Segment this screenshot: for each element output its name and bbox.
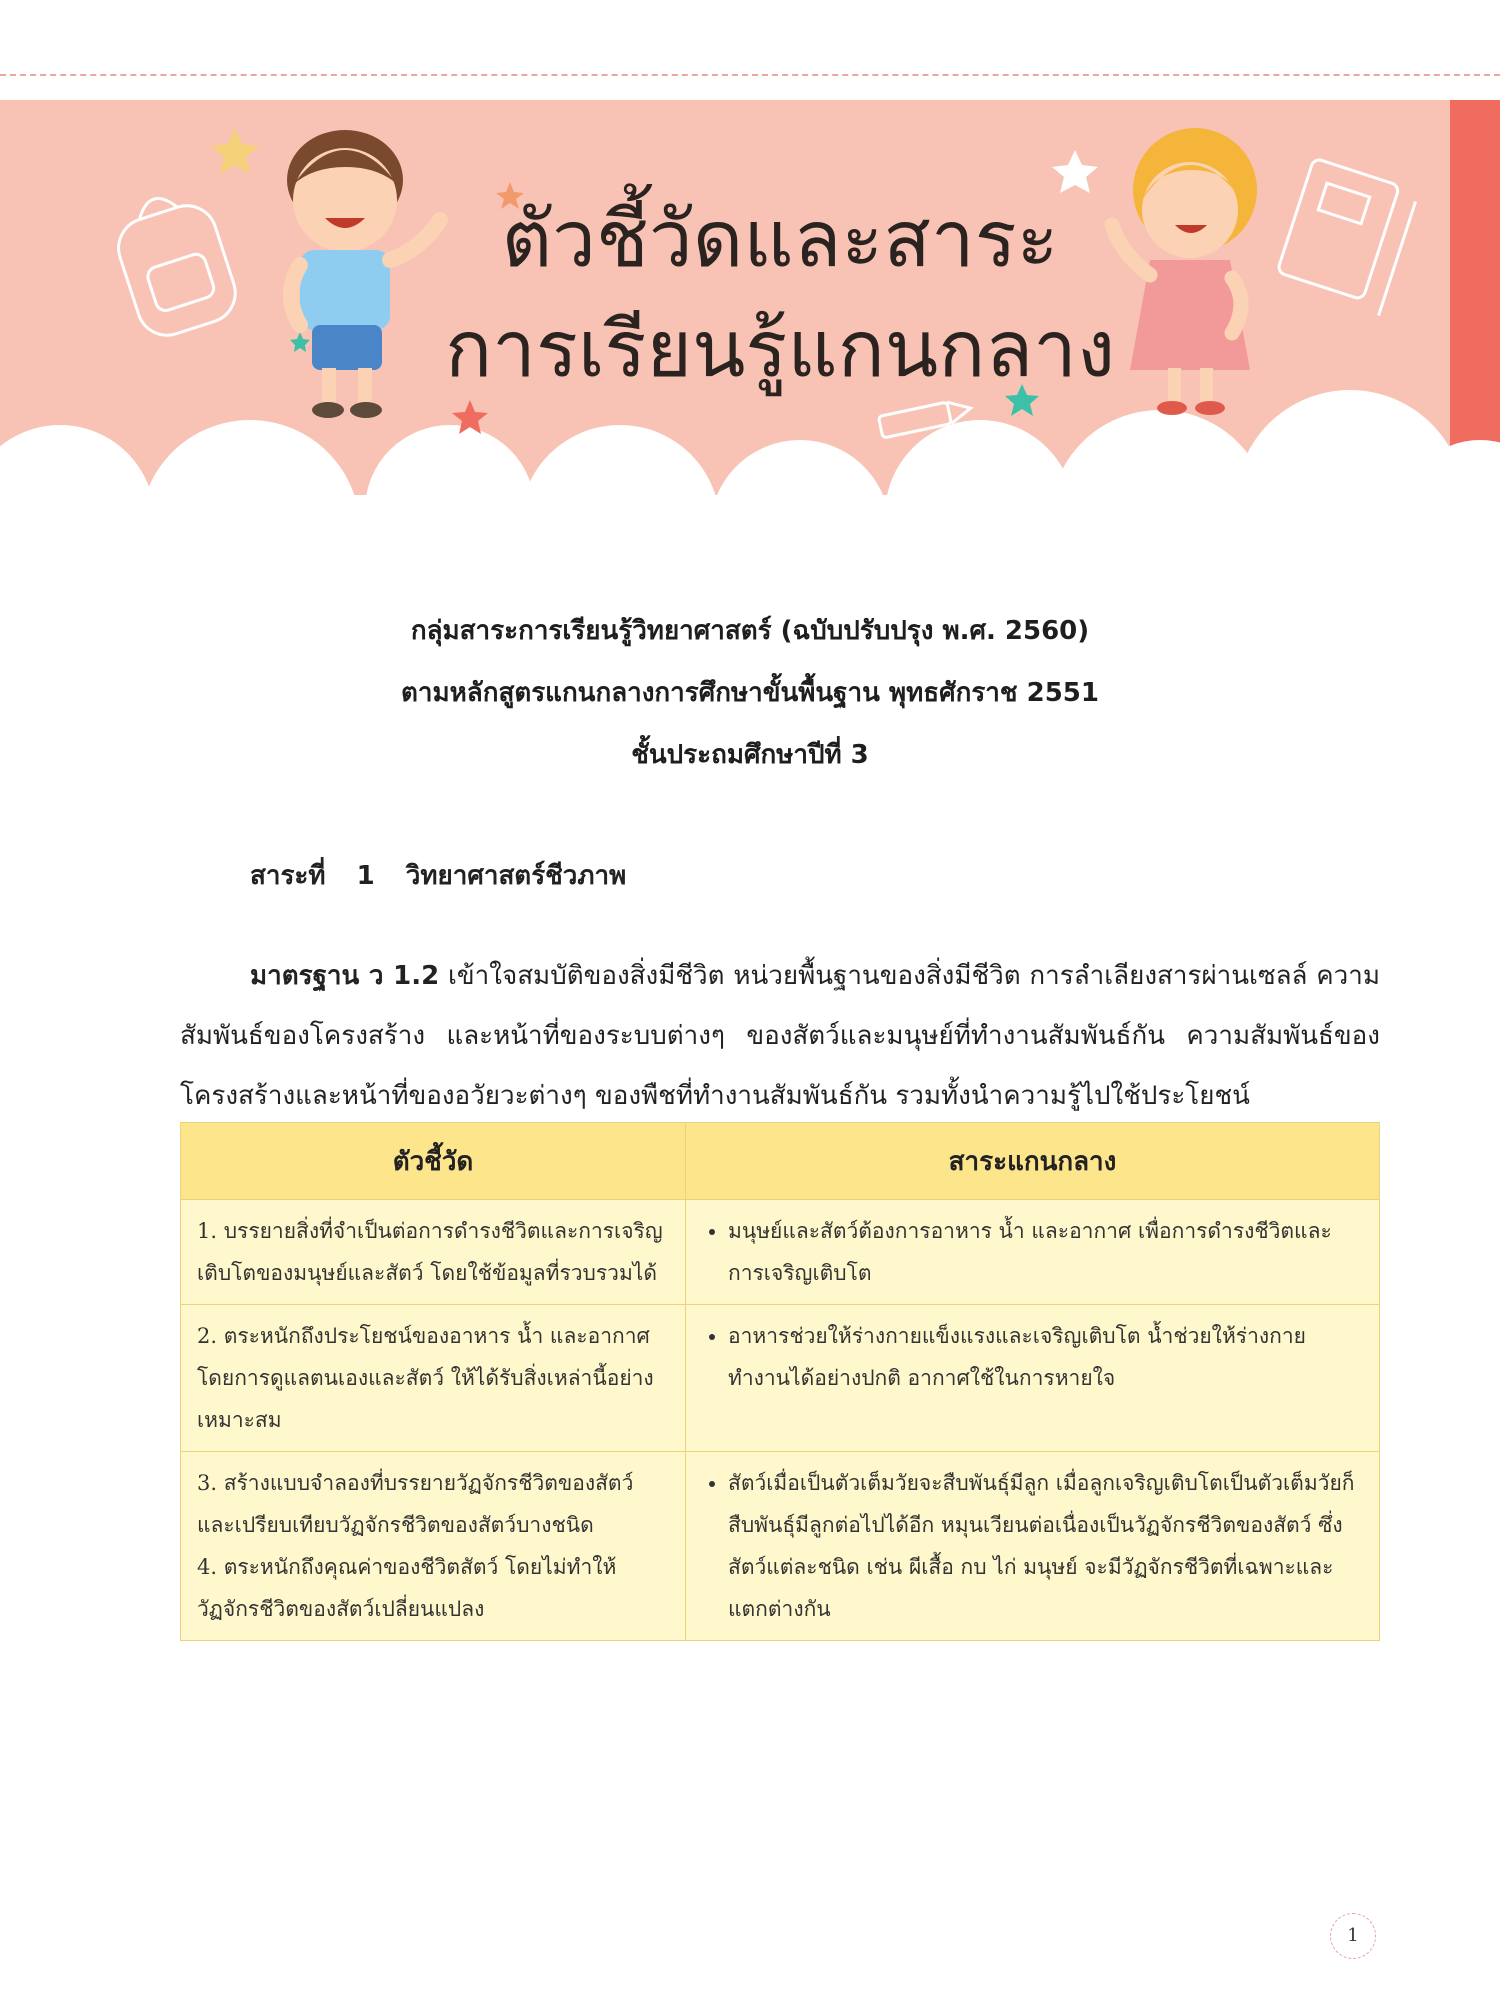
header-indicators: ตัวชี้วัด <box>181 1123 686 1200</box>
subtitle-line-3: ชั้นประถมศึกษาปีที่ 3 <box>631 740 869 770</box>
indicator-cell <box>181 1305 686 1452</box>
indicator-cell <box>181 1452 686 1641</box>
top-dashed-divider <box>0 74 1500 76</box>
standard-text: เข้าใจสมบัติของสิ่งมีชีวิต หน่วยพื้นฐานของสิ่งมีชีวิต การลำเลียงสารผ่านเซลล์ ความสัมพันธ์ของโครงสร้าง และหน้าที่ของระบบต่างๆ ของสัตว์และมนุษย์ที่ทำงานสัมพันธ์กัน ความสัมพันธ์ของโครงสร้างและหน้าที่ของอวัยวะต่างๆ ของพืชที่ทำงานสัมพันธ์กัน รวมทั้งนำความรู้ไปใช้ประโยชน์ <box>180 961 1380 1111</box>
header-core-content: สาระแกนกลาง <box>686 1123 1380 1200</box>
title-line-1: ตัวชี้วัดและสาระ <box>501 195 1059 285</box>
strand-label: สาระที่ <box>250 861 326 891</box>
strand-name: วิทยาศาสตร์ชีวภาพ <box>405 861 627 891</box>
indicator-item: 4. ตระหนักถึงคุณค่าของชีวิตสัตว์ โดยไม่ทำให้วัฏจักรชีวิตของสัตว์เปลี่ยนแปลง <box>197 1555 617 1621</box>
subtitle-line-1: กลุ่มสาระการเรียนรู้วิทยาศาสตร์ (ฉบับปรับปรุง พ.ศ. 2560) <box>410 616 1090 646</box>
banner-accent-tab <box>1450 100 1500 450</box>
table-row <box>181 1200 1380 1305</box>
table-row <box>181 1452 1380 1641</box>
standard-paragraph <box>180 946 1380 1126</box>
title-line-2: การเรียนรู้แกนกลาง <box>444 305 1116 395</box>
subtitle-block <box>0 600 1500 786</box>
indicator-item: 1. บรรยายสิ่งที่จำเป็นต่อการดำรงชีวิตและการเจริญเติบโตของมนุษย์และสัตว์ โดยใช้ข้อมูลที่รวบรวมได้ <box>197 1219 663 1285</box>
indicator-cell <box>181 1200 686 1305</box>
table-row <box>181 1305 1380 1452</box>
table-header-row <box>181 1123 1380 1200</box>
indicator-item: 3. สร้างแบบจำลองที่บรรยายวัฏจักรชีวิตของสัตว์ และเปรียบเทียบวัฏจักรชีวิตของสัตว์บางชนิด <box>197 1471 634 1537</box>
content-item: • มนุษย์และสัตว์ต้องการอาหาร น้ำ และอากาศ เพื่อการดำรงชีวิตและการเจริญเติบโต <box>728 1210 1363 1294</box>
content-cell <box>686 1305 1380 1452</box>
strand-number: 1 <box>356 861 375 891</box>
indicator-item: 2. ตระหนักถึงประโยชน์ของอาหาร น้ำ และอากาศ โดยการดูแลตนเองและสัตว์ ให้ได้รับสิ่งเหล่านี้อย่างเหมาะสม <box>197 1324 654 1432</box>
content-item: • สัตว์เมื่อเป็นตัวเต็มวัยจะสืบพันธุ์มีลูก เมื่อลูกเจริญเติบโตเป็นตัวเต็มวัยก็สืบพันธุ์มีลูกต่อไปได้อีก หมุนเวียนต่อเนื่องเป็นวัฏจักรชีวิตของสัตว์ ซึ่งสัตว์แต่ละชนิด เช่น ผีเสื้อ กบ ไก่ มนุษย์ จะมีวัฏจักรชีวิตที่เฉพาะและแตกต่างกัน <box>728 1462 1363 1630</box>
page-title <box>380 185 1180 405</box>
page-number: 1 <box>1330 1913 1376 1959</box>
standard-label: มาตรฐาน ว 1.2 <box>250 961 440 991</box>
header-banner <box>0 100 1500 520</box>
content-item: • อาหารช่วยให้ร่างกายแข็งแรงและเจริญเติบโต น้ำช่วยให้ร่างกายทำงานได้อย่างปกติ อากาศใช้ในการหายใจ <box>728 1315 1363 1399</box>
subtitle-line-2: ตามหลักสูตรแกนกลางการศึกษาขั้นพื้นฐาน พุทธศักราช 2551 <box>401 678 1099 708</box>
indicator-table <box>180 1122 1380 1641</box>
content-cell <box>686 1452 1380 1641</box>
content-cell <box>686 1200 1380 1305</box>
strand-heading <box>250 855 648 896</box>
